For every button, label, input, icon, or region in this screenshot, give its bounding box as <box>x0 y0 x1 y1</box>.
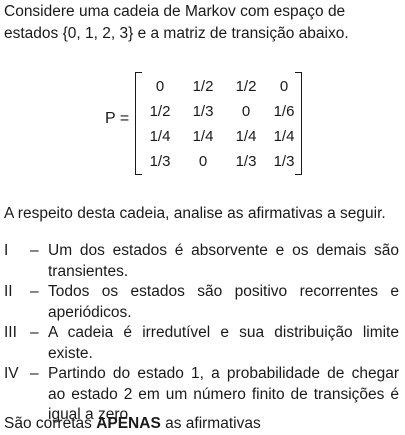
statement-item <box>4 241 399 282</box>
matrix-cell: 1/4 <box>149 128 171 145</box>
matrix-cell: 1/3 <box>235 153 257 170</box>
transition-matrix <box>105 68 305 178</box>
matrix-cell: 1/3 <box>149 153 171 170</box>
matrix-cell: 1/3 <box>192 103 214 120</box>
matrix-cell: 0 <box>155 78 165 95</box>
right-bracket <box>295 72 302 175</box>
matrix-grid <box>141 74 303 174</box>
question-text: A respeito desta cadeia, analise as afirmativas a seguir. <box>4 205 386 222</box>
matrix-cell: 1/2 <box>149 103 171 120</box>
statement-text: Todos os estados são positivo recorrentes e aperiódicos. <box>48 283 399 321</box>
statement-text: Um dos estados é absorvente e os demais são transientes. <box>48 242 399 280</box>
statement-number: III <box>4 324 17 341</box>
matrix-cell: 1/4 <box>192 128 214 145</box>
matrix-label: P = <box>105 110 130 127</box>
statement-item <box>4 323 399 364</box>
matrix-cell: 0 <box>279 78 289 95</box>
statement-number: IV <box>4 365 19 382</box>
closing-text <box>4 413 261 435</box>
statement-dash: – <box>30 242 39 259</box>
statement-item <box>4 282 399 323</box>
intro-text: Considere uma cadeia de Markov com espaço de estados {0, 1, 2, 3} e a matriz de transição abaixo. <box>4 3 349 42</box>
statement-list <box>4 241 399 426</box>
matrix-cell: 0 <box>198 153 208 170</box>
statement-dash: – <box>30 365 39 382</box>
matrix-cell: 0 <box>241 103 251 120</box>
statement-dash: – <box>30 324 39 341</box>
matrix-cell: 1/3 <box>273 153 295 170</box>
statement-number: II <box>4 283 13 300</box>
matrix-cell: 1/2 <box>192 78 214 95</box>
statement-text: A cadeia é irredutível e sua distribuição limite existe. <box>48 324 399 362</box>
statement-text: Partindo do estado 1, a probabilidade de chegar ao estado 2 em um número finito de transições é igual a zero. <box>48 365 399 423</box>
closing-suffix: as afirmativas <box>160 415 261 432</box>
closing-bold: APENAS <box>96 415 161 432</box>
statement-dash: – <box>30 283 39 300</box>
statement-number: I <box>4 242 9 259</box>
matrix-cell: 1/4 <box>273 128 295 145</box>
matrix-cell: 1/4 <box>235 128 257 145</box>
matrix-cell: 1/2 <box>235 78 257 95</box>
matrix-cell: 1/6 <box>273 103 295 120</box>
closing-prefix: São corretas <box>4 415 97 432</box>
